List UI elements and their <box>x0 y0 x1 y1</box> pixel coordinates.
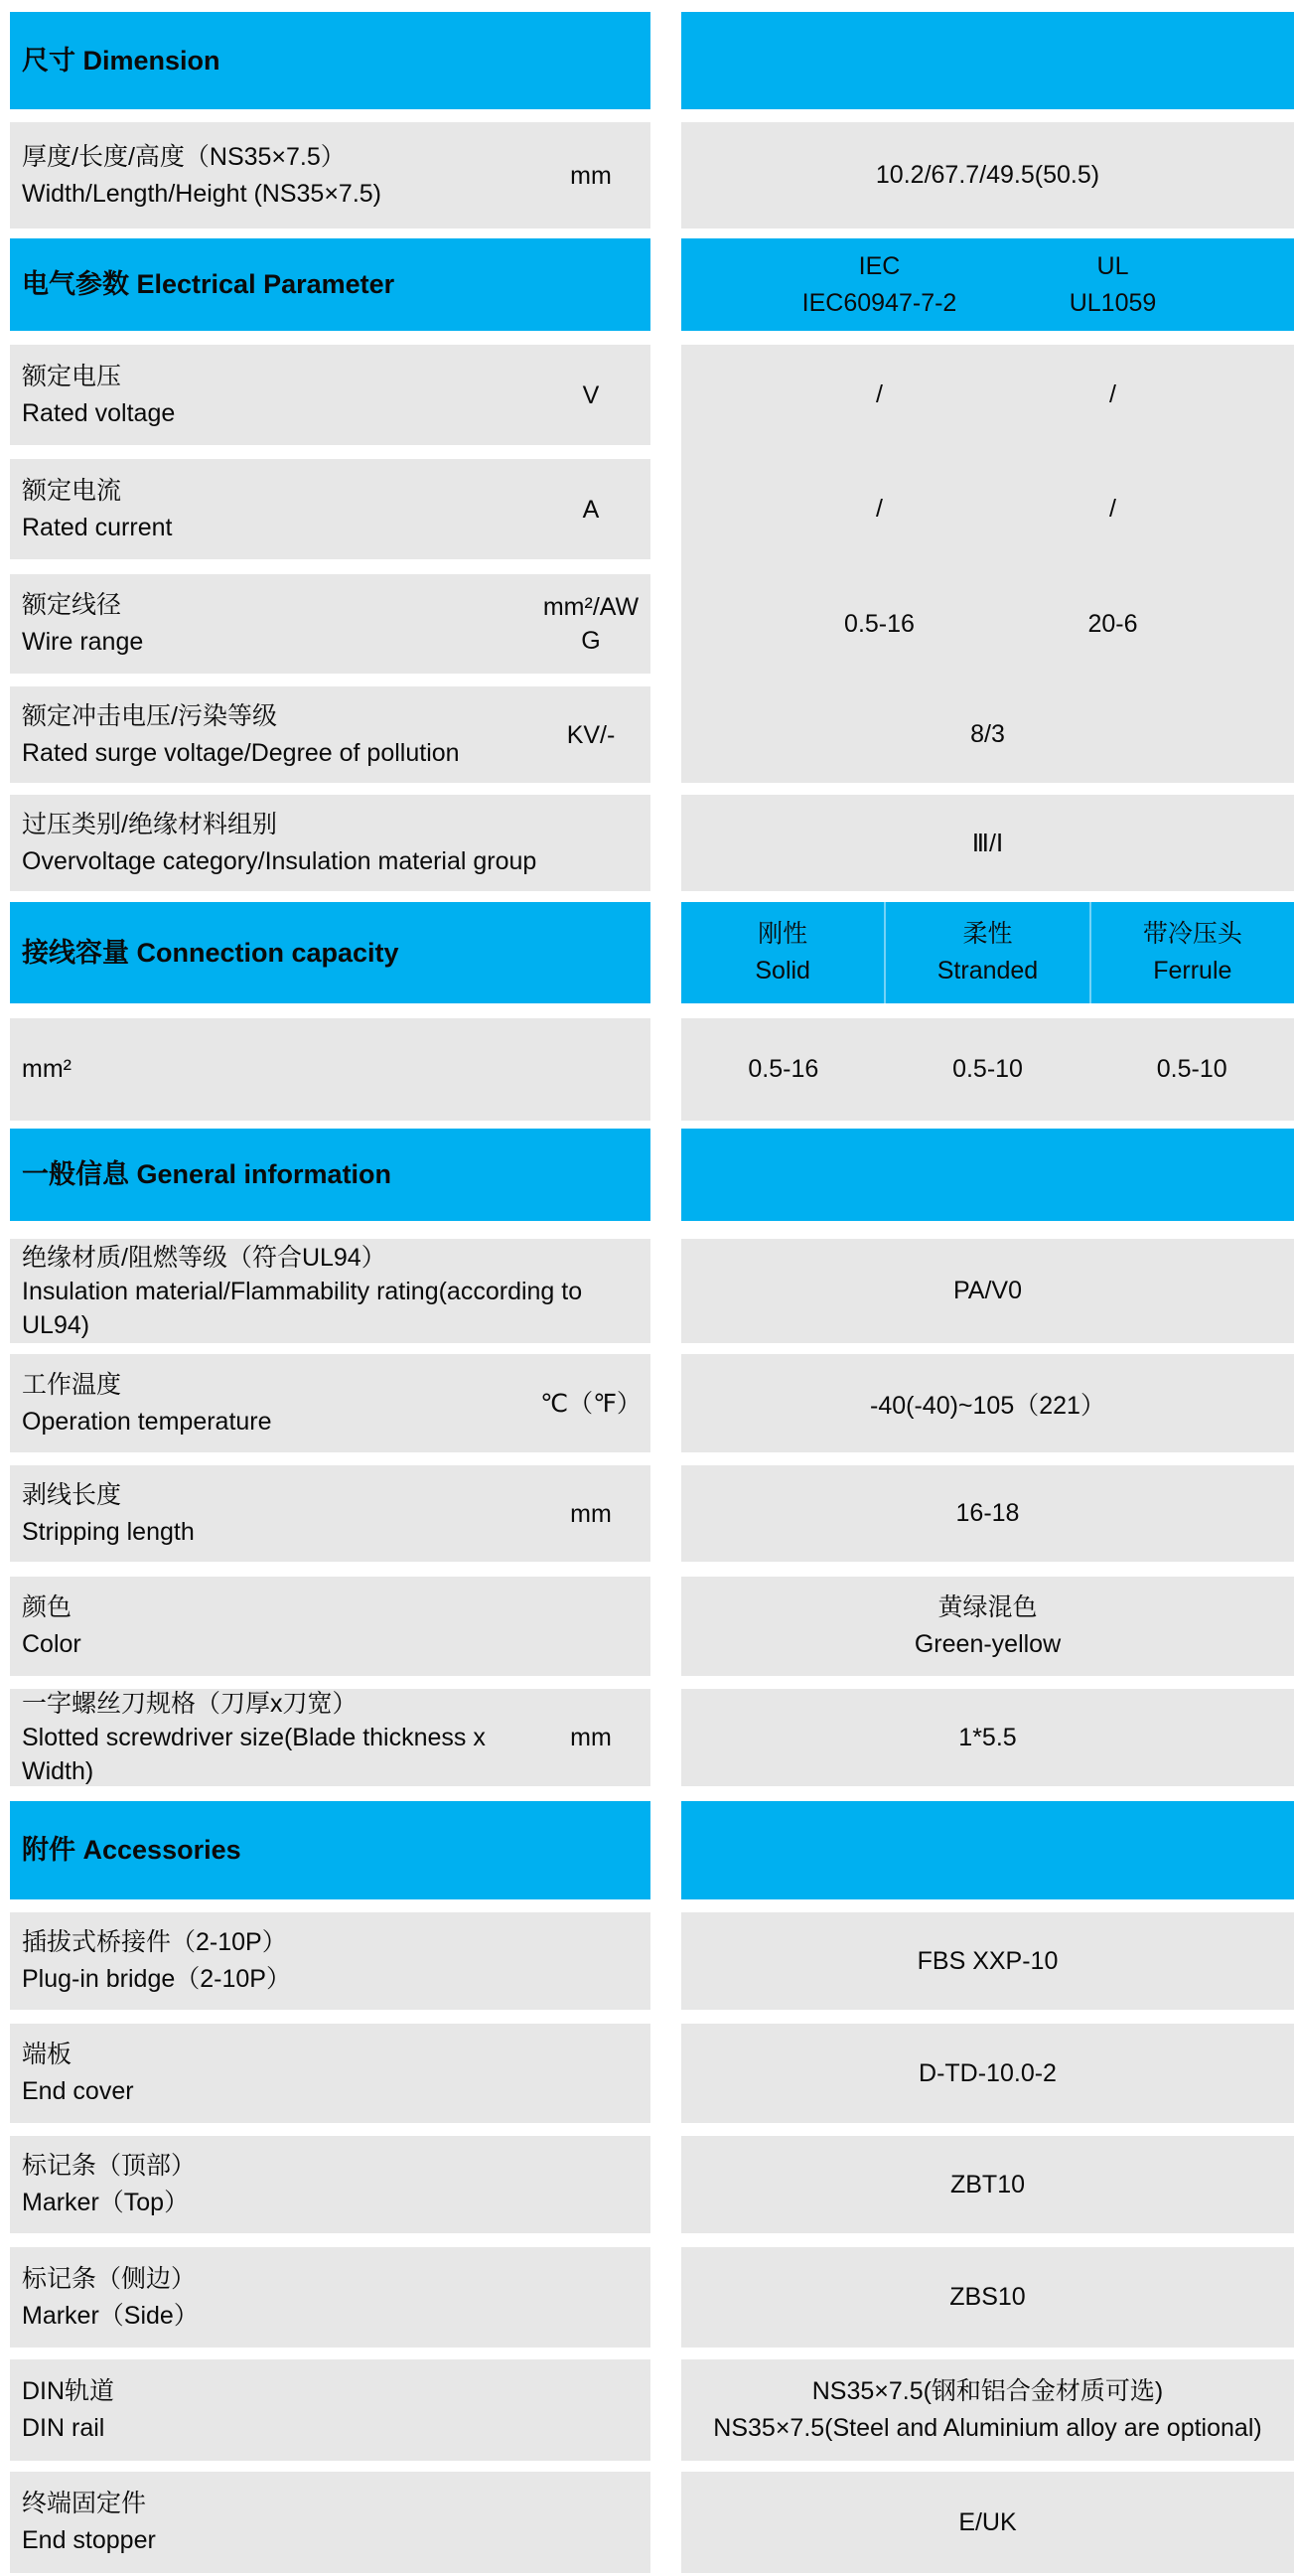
label-en: Marker（Top） <box>22 2189 190 2216</box>
row-label-cell <box>10 2359 650 2461</box>
row-unit: ℃（℉） <box>540 1389 642 1418</box>
row-label-cell <box>10 1689 650 1786</box>
header-empty-cell <box>681 1801 1294 1899</box>
label-en: Wire range <box>22 628 144 656</box>
column-header-ferrule <box>1089 902 1294 1003</box>
column-header-iec <box>763 248 996 322</box>
row-label <box>10 2037 650 2110</box>
electrical-values-merged-cell <box>681 345 1294 783</box>
table-row-color <box>10 1577 1294 1676</box>
value-row-current <box>681 459 1294 559</box>
row-label <box>10 473 535 546</box>
row-label <box>10 2148 650 2221</box>
label-zh: 颜色 <box>22 1593 72 1621</box>
label-zh: 绝缘材质/阻燃等级（符合UL94） <box>22 1243 386 1272</box>
label-en: Slotted screwdriver size(Blade thickness x Width) <box>22 1724 486 1785</box>
row-value-cell: 1*5.5 <box>681 1689 1294 1786</box>
row-unit: mm²/AWG <box>542 593 640 655</box>
row-unit: mm <box>570 1499 612 1528</box>
row-label-cell <box>10 1465 650 1562</box>
label-en: DIN rail <box>22 2414 105 2442</box>
value-row-voltage <box>681 345 1294 445</box>
table-row-marker-side <box>10 2247 1294 2348</box>
value-en: NS35×7.5(Steel and Aluminium alloy are optional) <box>713 2414 1262 2442</box>
row-unit: KV/- <box>566 720 616 749</box>
row-value-cell: -40(-40)~105（221） <box>681 1354 1294 1452</box>
label-zh: 额定冲击电压/污染等级 <box>22 701 277 730</box>
row-value-cell <box>681 2359 1294 2461</box>
label-zh: 终端固定件 <box>22 2490 147 2517</box>
section-title: 附件 Accessories <box>22 1835 241 1865</box>
column-header-solid <box>681 902 884 1003</box>
row-label-cell <box>10 122 650 228</box>
row-label <box>10 359 535 432</box>
column-title-zh: 刚性 <box>758 920 808 948</box>
table-row-screwdriver-size <box>10 1689 1294 1786</box>
row-value-cell: E/UK <box>681 2472 1294 2573</box>
row-label <box>10 1477 535 1551</box>
table-row-connection-capacity <box>10 1018 1294 1121</box>
label-en: End stopper <box>22 2526 156 2554</box>
row-label-cell <box>10 345 650 445</box>
section-header-accessories <box>10 1801 1294 1899</box>
row-label-cell <box>10 1577 650 1676</box>
section-title: 一般信息 General information <box>22 1159 392 1189</box>
label-zh: 额定电压 <box>22 362 122 390</box>
label-zh: 端板 <box>22 2041 72 2068</box>
label-zh: DIN轨道 <box>22 2377 115 2405</box>
table-row-end-cover <box>10 2024 1294 2123</box>
row-value-cell: ZBS10 <box>681 2247 1294 2348</box>
section-header-general <box>10 1129 1294 1221</box>
header-empty-cell <box>681 12 1294 109</box>
row-label-cell <box>10 2136 650 2233</box>
row-label-cell <box>10 2472 650 2573</box>
label-en: End cover <box>22 2077 134 2105</box>
label-en: Width/Length/Height (NS35×7.5) <box>22 179 382 208</box>
row-label-cell <box>10 459 650 559</box>
header-columns-cell <box>681 902 1294 1003</box>
row-label: mm² <box>22 1055 72 1083</box>
label-zh: 标记条（顶部） <box>22 2152 197 2180</box>
electrical-labels <box>10 345 650 783</box>
table-row-dimensions <box>10 122 1294 228</box>
row-label-cell <box>10 2247 650 2348</box>
row-label <box>10 1590 650 1663</box>
label-en: Rated surge voltage/Degree of pollution <box>22 738 460 767</box>
row-unit: A <box>582 495 600 524</box>
table-row-plug-in-bridge <box>10 1912 1294 2010</box>
header-title-cell <box>10 1801 650 1899</box>
row-value-cell: Ⅲ/Ⅰ <box>681 795 1294 891</box>
column-subtitle: UL1059 <box>1069 288 1157 317</box>
label-zh: 插拔式桥接件（2-10P） <box>22 1928 287 1956</box>
row-label-cell <box>10 2024 650 2123</box>
label-en: Overvoltage category/Insulation material group <box>22 846 537 875</box>
label-en: Rated voltage <box>22 398 176 427</box>
table-row-stripping-length <box>10 1465 1294 1562</box>
value-iec: 0.5-16 <box>844 609 915 638</box>
row-label <box>10 807 650 880</box>
section-header-dimension <box>10 12 1294 109</box>
value-iec: / <box>876 380 883 408</box>
column-title: IEC <box>858 251 901 280</box>
value-ferrule: 0.5-10 <box>1156 1055 1227 1083</box>
column-title-en: Solid <box>755 957 810 985</box>
row-unit: mm <box>570 1724 612 1751</box>
column-title-en: Stranded <box>936 957 1039 985</box>
label-zh: 工作温度 <box>22 1370 122 1399</box>
row-label <box>10 139 535 213</box>
table-row-operation-temperature <box>10 1354 1294 1452</box>
table-row-overvoltage <box>10 795 1294 891</box>
label-zh: 剥线长度 <box>22 1480 122 1509</box>
value-zh: 黄绿混色 <box>937 1593 1038 1621</box>
column-subtitle: IEC60947-7-2 <box>801 288 957 317</box>
value-row-wire-range <box>681 574 1294 674</box>
row-label <box>10 1367 535 1440</box>
row-label <box>10 1687 535 1788</box>
header-title-cell <box>10 1129 650 1221</box>
row-value-cell: ZBT10 <box>681 2136 1294 2233</box>
row-label-cell <box>10 1018 650 1121</box>
value-zh: NS35×7.5(钢和铝合金材质可选) <box>811 2377 1164 2405</box>
row-label-cell <box>10 1912 650 2010</box>
row-label <box>10 2373 650 2447</box>
row-values-cell <box>681 1018 1294 1121</box>
row-unit: V <box>582 380 600 409</box>
header-title-cell <box>10 902 650 1003</box>
row-value-cell: 10.2/67.7/49.5(50.5) <box>681 122 1294 228</box>
row-label <box>10 2486 650 2559</box>
value-ul: / <box>1109 380 1116 408</box>
row-label <box>10 698 535 772</box>
label-en: Plug-in bridge（2-10P） <box>22 1965 291 1993</box>
value-iec: / <box>876 495 883 523</box>
header-title-cell <box>10 238 650 331</box>
value-ul: / <box>1109 495 1116 523</box>
label-zh: 额定线径 <box>22 591 122 619</box>
label-zh: 厚度/长度/高度（NS35×7.5） <box>22 142 346 171</box>
table-row-din-rail <box>10 2359 1294 2461</box>
table-row-marker-top <box>10 2136 1294 2233</box>
row-label <box>10 587 535 661</box>
label-en: Color <box>22 1630 81 1658</box>
electrical-parameter-band <box>10 345 1294 783</box>
header-title-cell <box>10 12 650 109</box>
row-label-cell <box>10 1354 650 1452</box>
table-row-end-stopper <box>10 2472 1294 2573</box>
row-label <box>10 1241 650 1342</box>
label-zh: 标记条（侧边） <box>22 2264 197 2293</box>
row-label <box>10 1924 650 1998</box>
label-en: Stripping length <box>22 1517 195 1546</box>
value-ul: 20-6 <box>1087 609 1138 638</box>
row-value-cell <box>681 1577 1294 1676</box>
label-zh: 过压类别/绝缘材料组别 <box>22 810 277 838</box>
row-label-cell <box>10 795 650 891</box>
label-en: Operation temperature <box>22 1407 272 1436</box>
column-title-zh: 带冷压头 <box>1142 920 1242 948</box>
column-header-ul <box>996 248 1229 322</box>
value-row-surge: 8/3 <box>970 720 1005 748</box>
table-row-insulation <box>10 1239 1294 1343</box>
row-label <box>10 2261 650 2335</box>
section-title: 接线容量 Connection capacity <box>22 937 399 968</box>
row-value-cell: D-TD-10.0-2 <box>681 2024 1294 2123</box>
row-label-cell <box>10 574 650 674</box>
column-title-zh: 柔性 <box>962 920 1013 948</box>
label-zh: 额定电流 <box>22 476 122 505</box>
row-value-cell: FBS XXP-10 <box>681 1912 1294 2010</box>
value-en: Green-yellow <box>914 1630 1062 1658</box>
header-columns-cell <box>681 238 1294 331</box>
row-label-cell <box>10 1239 650 1343</box>
row-label-cell <box>10 686 650 783</box>
section-title: 电气参数 Electrical Parameter <box>22 269 395 299</box>
label-zh: 一字螺丝刀规格（刀厚x刀宽） <box>22 1690 358 1718</box>
label-en: Marker（Side） <box>22 2301 199 2330</box>
label-en: Rated current <box>22 513 173 541</box>
row-unit: mm <box>570 161 612 190</box>
column-title-en: Ferrule <box>1153 957 1232 985</box>
row-value-cell: 16-18 <box>681 1465 1294 1562</box>
header-empty-cell <box>681 1129 1294 1221</box>
column-header-stranded <box>884 902 1088 1003</box>
section-header-connection <box>10 902 1294 1003</box>
column-title: UL <box>1096 251 1129 280</box>
value-solid: 0.5-16 <box>748 1055 819 1083</box>
value-stranded: 0.5-10 <box>952 1055 1023 1083</box>
section-header-electrical <box>10 238 1294 331</box>
row-value-cell: PA/V0 <box>681 1239 1294 1343</box>
section-title: 尺寸 Dimension <box>22 45 220 76</box>
label-en: Insulation material/Flammability rating(according to UL94) <box>22 1277 583 1339</box>
